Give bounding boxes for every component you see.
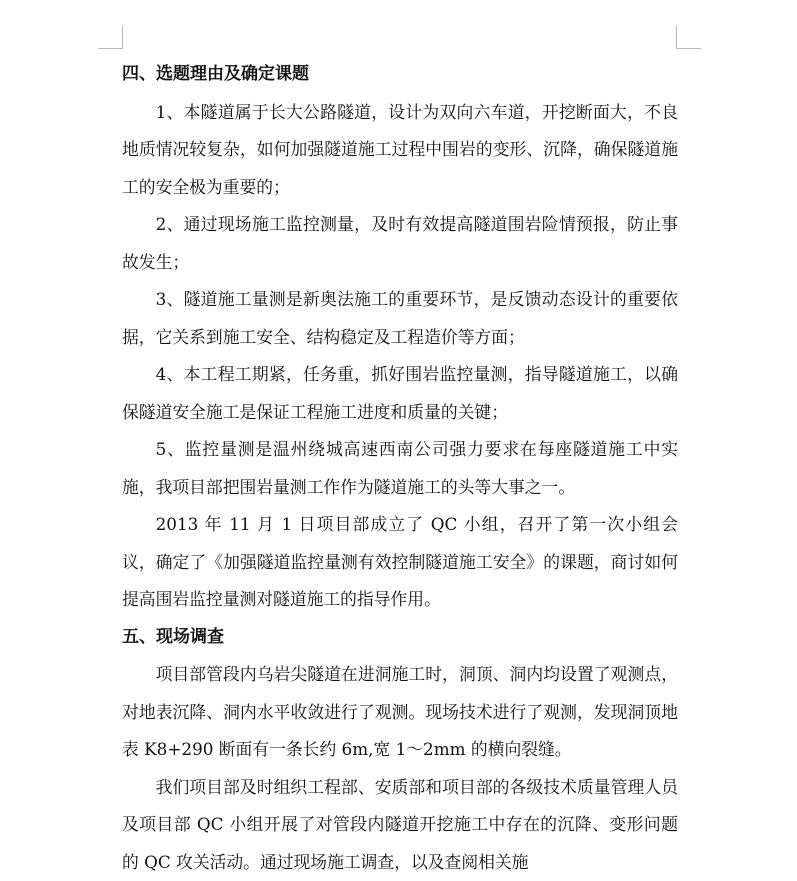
crop-mark-top-left [98,26,123,49]
paragraph: 3、隧道施工量测是新奥法施工的重要环节，是反馈动态设计的重要依据，它关系到施工安全、结构稳定及工程造价等方面； [122,289,678,347]
paragraph: 我们项目部及时组织工程部、安质部和项目部的各级技术质量管理人员及项目部 QC 小组开展了对管段内隧道开挖施工中存在的沉降、变形问题的 QC 攻关活动。通过现场施工调查，以及查阅相关施 [122,776,678,872]
paragraph: 2、通过现场施工监控测量，及时有效提高隧道围岩险情预报，防止事故发生； [122,214,678,272]
paragraph: 项目部管段内乌岩尖隧道在进洞施工时，洞顶、洞内均设置了观测点，对地表沉降、洞内水平收敛进行了观测。现场技术进行了观测，发现洞顶地表 K8+290 断面有一条长约 6m,宽 1～2mm 的横向裂缝。 [122,664,678,759]
paragraph: 5、监控量测是温州绕城高速西南公司强力要求在每座隧道施工中实施，我项目部把围岩量测工作作为隧道施工的头等大事之一。 [122,439,678,497]
section-heading-site-survey: 五、现场调查 [122,626,224,647]
section-heading-selection-reason: 四、选题理由及确定课题 [122,64,309,84]
document-body [122,56,678,881]
paragraph: 1、本隧道属于长大公路隧道，设计为双向六车道，开挖断面大，不良地质情况较复杂，如何加强隧道施工过程中围岩的变形、沉降，确保隧道施工的安全极为重要的； [122,101,678,197]
paragraph: 2013 年 11 月 1 日项目部成立了 QC 小组，召开了第一次小组会议，确定了《加强隧道监控量测有效控制隧道施工安全》的课题，商讨如何提高围岩监控量测对隧道施工的指导作用。 [122,514,678,609]
paragraph: 4、本工程工期紧，任务重，抓好围岩监控量测，指导隧道施工，以确保隧道安全施工是保证工程施工进度和质量的关键； [122,364,678,422]
crop-mark-top-right [676,26,701,49]
